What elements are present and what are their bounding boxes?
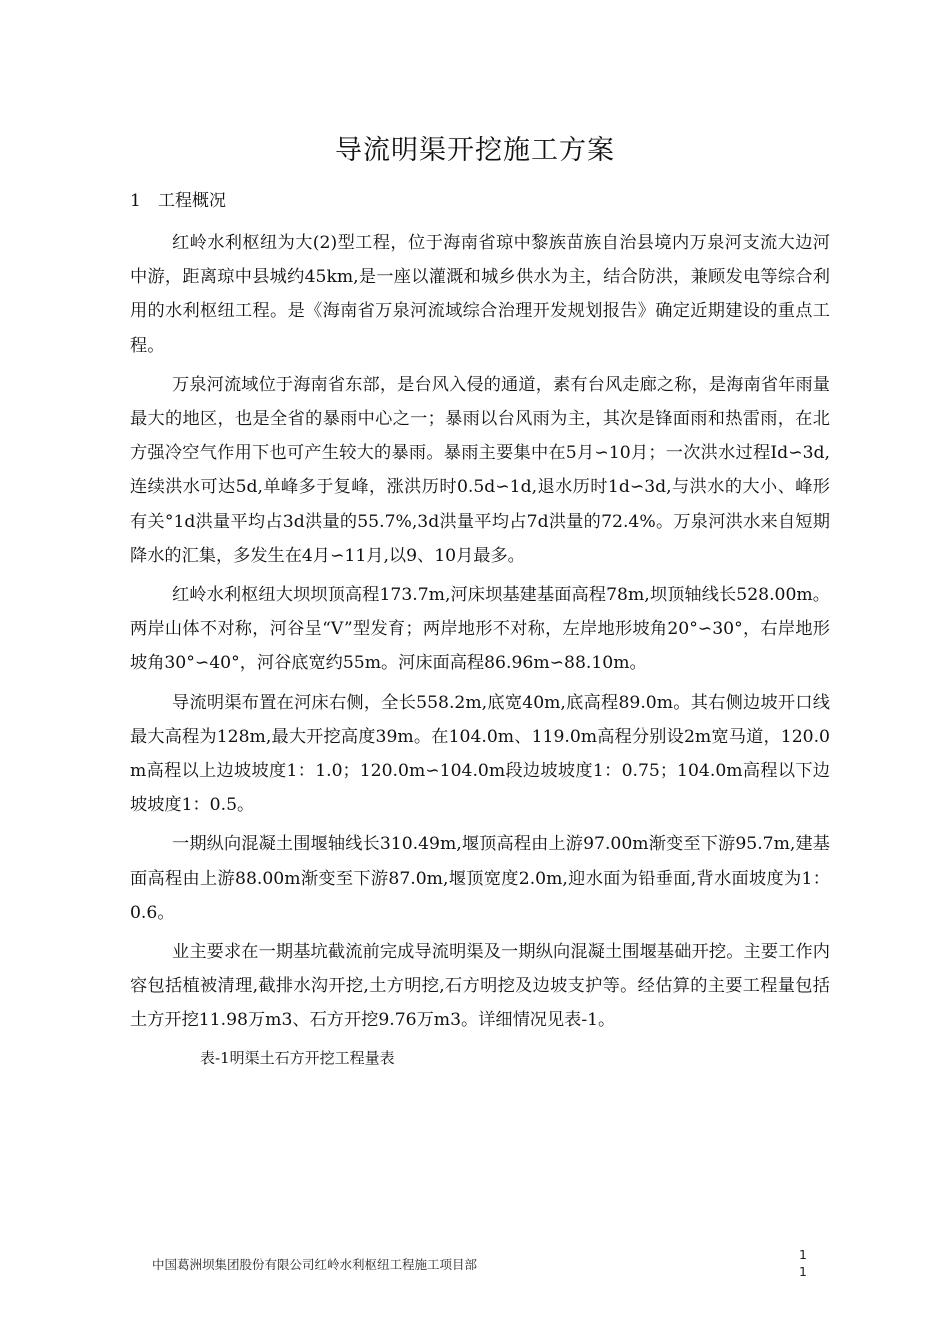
section-number: 1: [130, 191, 141, 211]
section-title: 工程概况: [158, 191, 226, 211]
table-caption: 表-1明渠土石方开挖工程量表: [200, 1048, 395, 1067]
paragraph-hydrology: 万泉河流域位于海南省东部，是台风入侵的通道，素有台风走廊之称，是海南省年雨量最大的地区，也是全省的暴雨中心之一；暴雨以台风雨为主，其次是锋面雨和热雷雨，在北方强冷空气作用下也可产生较大的暴雨。暴雨主要集中在5月∽10月；一次洪水过程Id∽3d,连续洪水可达5d,单峰多于复峰，涨洪历时0.5d∽1d,退水历时1d∽3d,与洪水的大小、峰形有关°1d洪量平均占3d洪量的55.7%,3d洪量平均占7d洪量的72.4%。万泉河洪水来自短期降水的汇集，多发生在4月∽11月,以9、10月最多。: [130, 374, 830, 566]
document-title: 导流明渠开挖施工方案: [335, 135, 615, 166]
paragraph-overview: 红岭水利枢纽为大(2)型工程，位于海南省琼中黎族苗族自治县境内万泉河支流大边河中游，距离琼中县城约45km,是一座以灌溉和城乡供水为主，结合防洪，兼顾发电等综合利用的水利枢纽工程。是《海南省万泉河流域综合治理开发规划报告》确定近期建设的重点工程。: [130, 233, 830, 356]
footer-organization: 中国葛洲坝集团股份有限公司红岭水利枢纽工程施工项目部: [152, 1257, 478, 1272]
page-number-bottom: 1: [799, 1264, 807, 1279]
paragraph-cofferdam: 一期纵向混凝土围堰轴线长310.49m,堰顶高程由上游97.00m渐变至下游95.7m,建基面高程由上游88.00m渐变至下游87.0m,堰顶宽度2.0m,迎水面为铅垂面,背水面坡度为1：0.6。: [130, 834, 830, 923]
page-number: [796, 1246, 810, 1280]
document-body: [130, 226, 830, 1073]
paragraph-dam: 红岭水利枢纽大坝坝顶高程173.7m,河床坝基建基面高程78m,坝顶轴线长528.00m。两岸山体不对称，河谷呈“V”型发育；两岸地形不对称，左岸地形坡角20°∽30°，右岸地形坡角30°∽40°，河谷底宽约55m。河床面高程86.96m∽88.10m。: [130, 585, 830, 674]
section-heading: [130, 186, 226, 211]
paragraph-channel: 导流明渠布置在河床右侧，全长558.2m,底宽40m,底高程89.0m。其右侧边坡开口线最大高程为128m,最大开挖高度39m。在104.0m、119.0m高程分别设2m宽马道，120.0m高程以上边坡坡度1：1.0；120.0m∽104.0m段边坡坡度1：0.75；104.0m高程以下边坡坡度1：0.5。: [130, 692, 830, 816]
paragraph-scope: 业主要求在一期基坑截流前完成导流明渠及一期纵向混凝土围堰基础开挖。主要工作内容包括植被清理,截排水沟开挖,土方明挖,石方明挖及边坡支护等。经估算的主要工程量包括土方开挖11.98万m3、石方开挖9.76万m3。详细情况见表-1。: [130, 942, 830, 1031]
page-number-top: 1: [799, 1247, 807, 1262]
